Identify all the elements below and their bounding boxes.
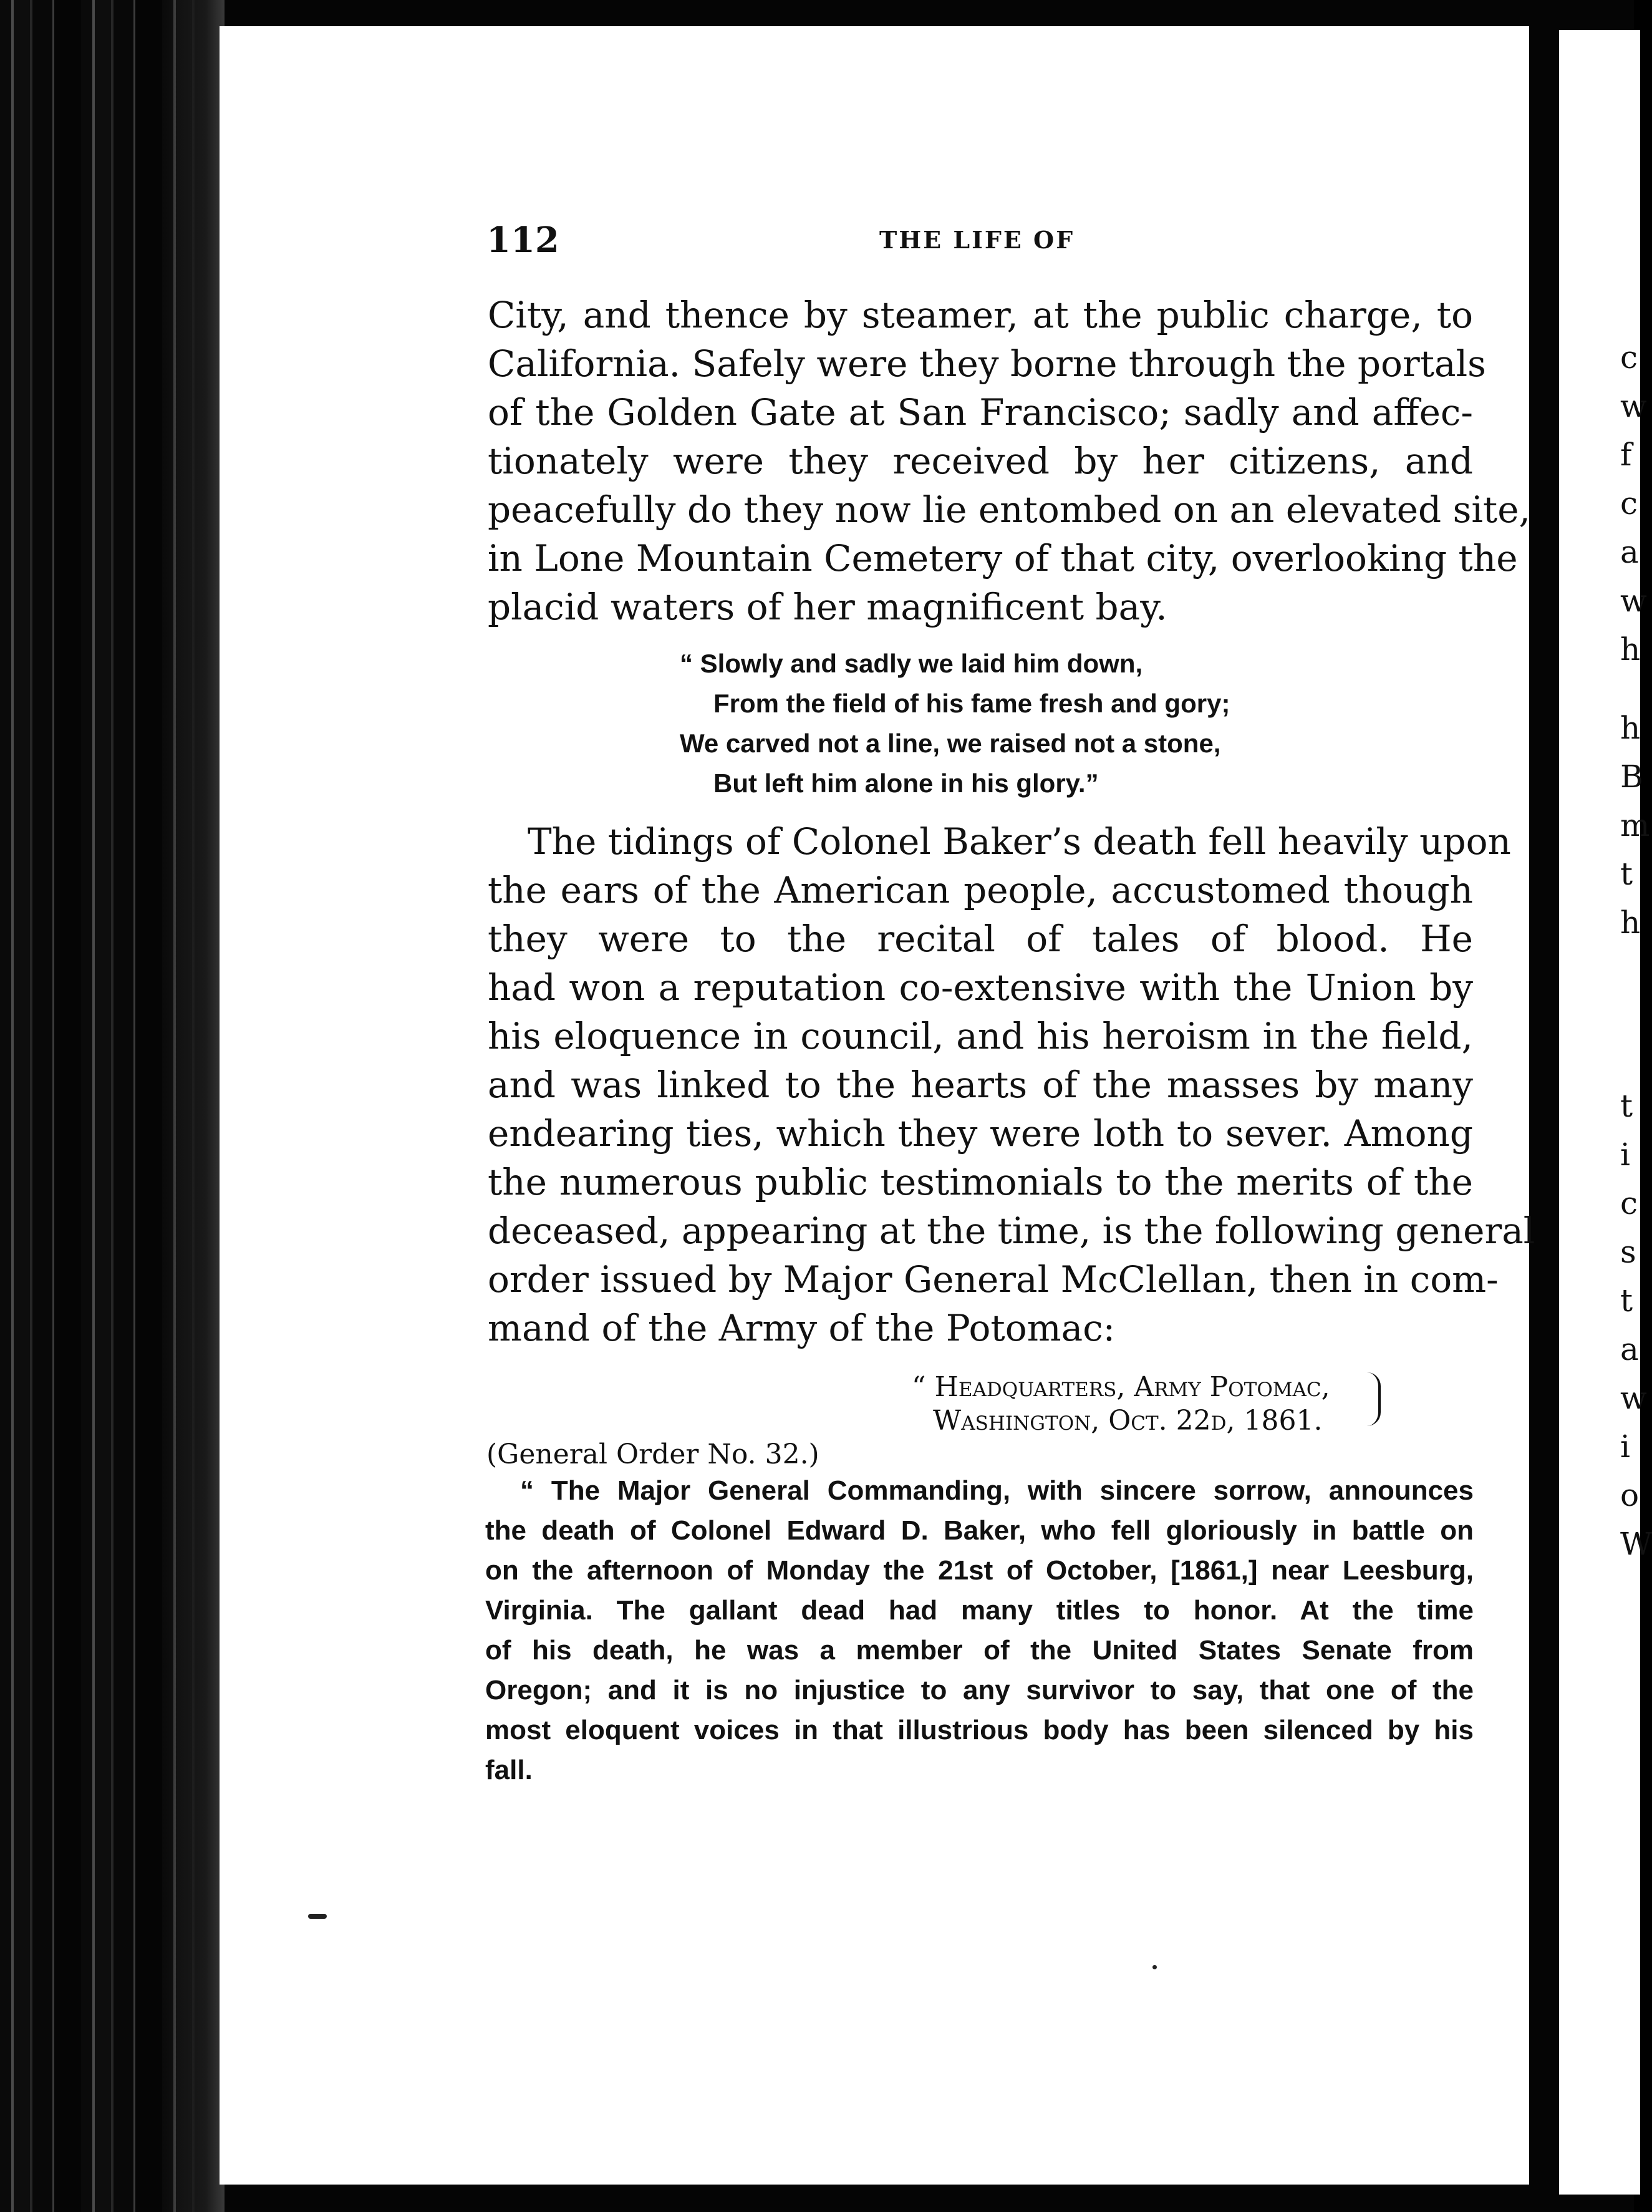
facing-page-letter: w xyxy=(1620,388,1647,424)
poem-line: We carved not a line, we raised not a stone, xyxy=(680,729,1221,758)
facing-page-letter: w xyxy=(1620,1380,1647,1416)
facing-page-letter: B xyxy=(1620,759,1643,795)
text-line: California. Safely were they borne through the portals xyxy=(488,342,1486,385)
facing-page-letter: a xyxy=(1620,1331,1639,1367)
poem-line: From the field of his fame fresh and gory; xyxy=(713,689,1230,718)
text-line: the numerous public testimonials to the merits of the xyxy=(488,1161,1473,1203)
quote-line: most eloquent voices in that illustrious body has been silenced by his xyxy=(485,1715,1474,1745)
text-line: and was linked to the hearts of the masses by many xyxy=(488,1064,1473,1106)
facing-page-letter: h xyxy=(1620,710,1641,746)
dateline: Washington, Oct. 22d, 1861. xyxy=(933,1405,1323,1437)
facing-page-letter: c xyxy=(1620,485,1638,521)
quote-line: fall. xyxy=(485,1755,533,1785)
poem-line: But left him alone in his glory.” xyxy=(713,769,1099,798)
facing-page-letter: i xyxy=(1620,1137,1630,1173)
dateline: “ Headquarters, Army Potomac, xyxy=(912,1371,1330,1403)
poem-line: “ Slowly and sadly we laid him down, xyxy=(680,649,1143,678)
text-line: City, and thence by steamer, at the public charge, to xyxy=(488,294,1473,336)
text-line: The tidings of Colonel Baker’s death fell heavily upon xyxy=(528,820,1511,863)
page-number: 112 xyxy=(486,220,559,261)
scan-speck xyxy=(308,1914,327,1919)
quote-line: on the afternoon of Monday the 21st of October, [1861,] near Leesburg, xyxy=(485,1555,1474,1586)
text-line: his eloquence in council, and his heroism in the field, xyxy=(488,1015,1473,1057)
text-line: the ears of the American people, accustomed though xyxy=(488,869,1473,911)
text-line: order issued by Major General McClellan, then in com- xyxy=(488,1258,1499,1301)
gutter-shadow xyxy=(162,0,225,2212)
facing-page-letter: h xyxy=(1620,631,1641,667)
quote-line: Virginia. The gallant dead had many titles to honor. At the time xyxy=(485,1595,1474,1626)
quote-line: of his death, he was a member of the United States Senate from xyxy=(485,1635,1474,1666)
running-head: THE LIFE OF xyxy=(879,226,1075,254)
text-line: mand of the Army of the Potomac: xyxy=(488,1307,1116,1349)
facing-page-letter: h xyxy=(1620,905,1641,941)
facing-page-letter: s xyxy=(1620,1234,1636,1270)
text-line: had won a reputation co-extensive with the Union by xyxy=(488,966,1473,1009)
text-line: they were to the recital of tales of blood. He xyxy=(488,918,1473,960)
order-number: (General Order No. 32.) xyxy=(486,1438,819,1470)
facing-page-letter: i xyxy=(1620,1429,1630,1465)
facing-page-letter: t xyxy=(1620,1283,1633,1319)
text-line: of the Golden Gate at San Francisco; sadly and affec- xyxy=(488,391,1473,434)
facing-page-letter: t xyxy=(1620,1088,1633,1124)
facing-page-letter: t xyxy=(1620,856,1633,892)
facing-page-letter: c xyxy=(1620,1185,1638,1221)
text-line: deceased, appearing at the time, is the following general xyxy=(488,1210,1535,1252)
scan-speck xyxy=(1152,1965,1157,1969)
quote-line: “ The Major General Commanding, with sincere sorrow, announces xyxy=(520,1475,1474,1506)
quote-line: the death of Colonel Edward D. Baker, who fell gloriously in battle on xyxy=(485,1515,1474,1546)
facing-page-letter: m xyxy=(1620,807,1650,843)
facing-page-letter: c xyxy=(1620,339,1638,376)
text-line: endearing ties, which they were loth to sever. Among xyxy=(488,1112,1473,1155)
quote-line: Oregon; and it is no injustice to any survivor to say, that one of the xyxy=(485,1675,1474,1705)
text-line: peacefully do they now lie entombed on an elevated site, xyxy=(488,488,1530,531)
facing-page-letter: f xyxy=(1620,437,1632,473)
text-line: in Lone Mountain Cemetery of that city, overlooking the xyxy=(488,537,1518,580)
brace-mark xyxy=(1367,1372,1381,1426)
facing-page-letter: a xyxy=(1620,534,1639,570)
text-line: tionately were they received by her citizens, and xyxy=(488,440,1473,482)
facing-page-letter: W xyxy=(1620,1526,1652,1562)
facing-page-letter: o xyxy=(1620,1477,1640,1513)
facing-page-letter: w xyxy=(1620,583,1647,619)
text-line: placid waters of her magnificent bay. xyxy=(488,586,1167,628)
